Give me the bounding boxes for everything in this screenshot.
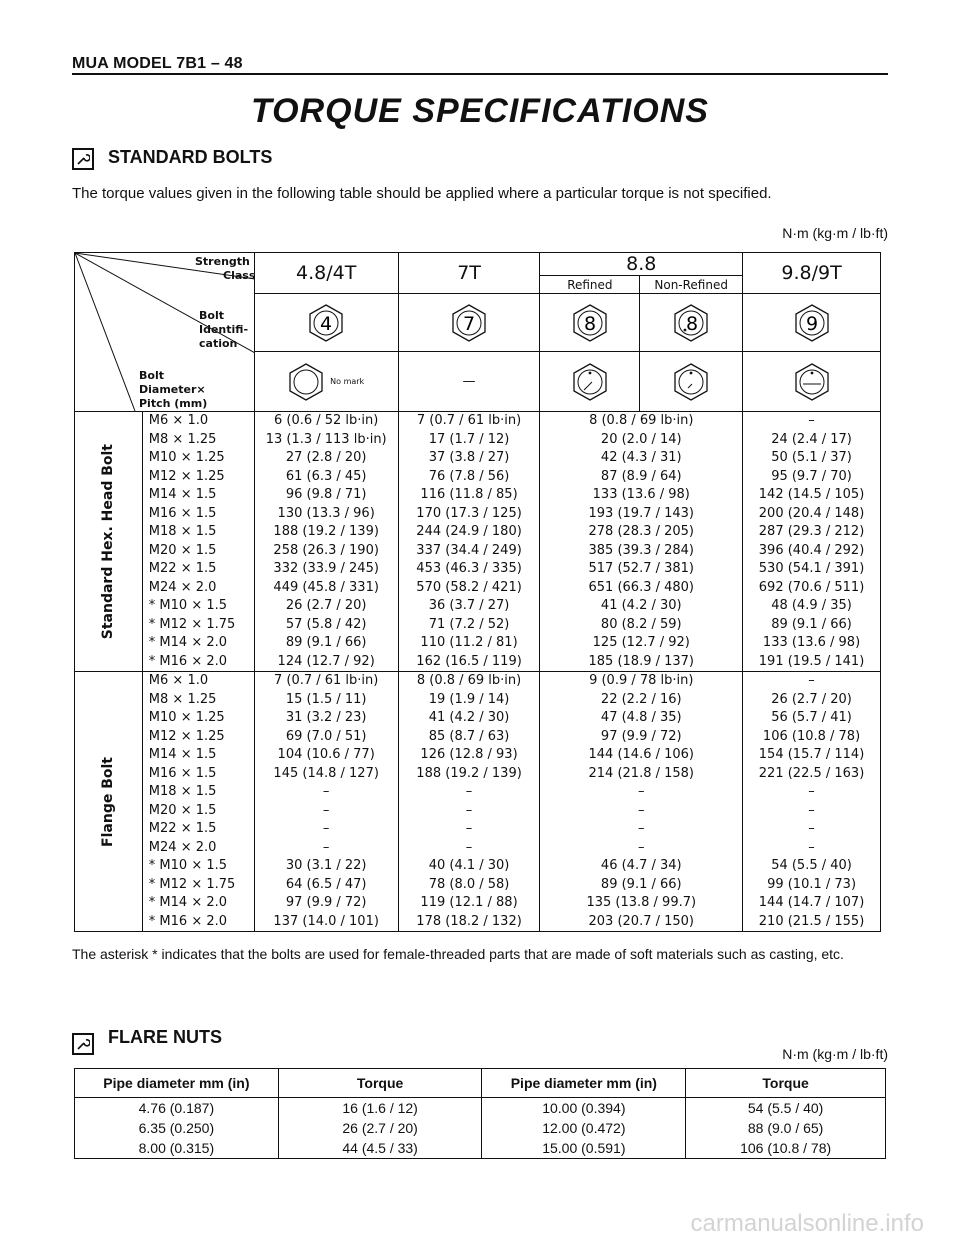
- torque-cell: 396 (40.4 / 292): [743, 542, 881, 561]
- bolt-size-cell: M6 × 1.0: [142, 412, 254, 431]
- bolt-size-cell: M12 × 1.25: [142, 728, 254, 747]
- torque-cell: 17 (1.7 / 12): [398, 431, 540, 450]
- torque-cell: 119 (12.1 / 88): [398, 894, 540, 913]
- table-row: [75, 802, 881, 821]
- group-label-hex-head-text: Standard Hex. Head Bolt: [100, 443, 117, 640]
- torque-cell: 178 (18.2 / 132): [398, 913, 540, 932]
- torque-cell: –: [540, 839, 743, 858]
- torque-cell: 517 (52.7 / 381): [540, 560, 743, 579]
- torque-cell: 99 (10.1 / 73): [743, 876, 881, 895]
- torque-cell: 104 (10.6 / 77): [254, 746, 398, 765]
- torque-cell: 145 (14.8 / 127): [254, 765, 398, 784]
- bolt-size-cell: * M16 × 2.0: [142, 913, 254, 932]
- bolt-size-cell: M20 × 1.5: [142, 802, 254, 821]
- hex-bolt-head-icon: [451, 303, 487, 343]
- svg-text:4: 4: [320, 312, 333, 335]
- torque-cell: 37 (3.8 / 27): [398, 449, 540, 468]
- id-cell-8-refined: [540, 294, 640, 352]
- section-heading-flare-nuts: FLARE NUTS: [108, 1027, 222, 1047]
- table-row: [75, 468, 881, 487]
- table-row: [75, 783, 881, 802]
- bolt-size-cell: M14 × 1.5: [142, 486, 254, 505]
- id-cell-9: [743, 294, 881, 352]
- torque-cell: 7 (0.7 / 61 lb·in): [254, 672, 398, 691]
- torque-cell: 130 (13.3 / 96): [254, 505, 398, 524]
- torque-cell: 8 (0.8 / 69 lb·in): [398, 672, 540, 691]
- table-row: [75, 542, 881, 561]
- table-row: [75, 709, 881, 728]
- pipe-diameter-cell: 10.00 (0.394): [482, 1098, 686, 1119]
- flare-header-torque-1: Torque: [278, 1069, 482, 1098]
- torque-cell: 144 (14.6 / 106): [540, 746, 743, 765]
- torque-cell: 57 (5.8 / 42): [254, 616, 398, 635]
- torque-cell: 89 (9.1 / 66): [540, 876, 743, 895]
- torque-cell: 50 (5.1 / 37): [743, 449, 881, 468]
- table-row: [75, 765, 881, 784]
- table-row: [75, 560, 881, 579]
- table-row: [75, 913, 881, 932]
- torque-cell: –: [398, 820, 540, 839]
- bolt-size-cell: * M14 × 2.0: [142, 634, 254, 653]
- torque-cell: 71 (7.2 / 52): [398, 616, 540, 635]
- torque-cell: 133 (13.6 / 98): [743, 634, 881, 653]
- torque-cell: 154 (15.7 / 114): [743, 746, 881, 765]
- bolt-size-cell: M16 × 1.5: [142, 765, 254, 784]
- table-row: [75, 876, 881, 895]
- table-row: [75, 728, 881, 747]
- pipe-diameter-cell: 4.76 (0.187): [75, 1098, 279, 1119]
- table-row: [75, 1118, 886, 1138]
- grade-subheader-refined: Refined: [540, 276, 640, 294]
- torque-cell: 78 (8.0 / 58): [398, 876, 540, 895]
- torque-cell: 56 (5.7 / 41): [743, 709, 881, 728]
- torque-cell: 210 (21.5 / 155): [743, 913, 881, 932]
- table-row: [75, 820, 881, 839]
- id-cell-9-mark: [743, 352, 881, 412]
- corner-label-diameter: Diameter×: [139, 383, 206, 396]
- torque-cell: 26 (2.7 / 20): [254, 597, 398, 616]
- unit-label-standard: N·m (kg·m / lb·ft): [782, 225, 888, 241]
- table-row: [75, 616, 881, 635]
- wrench-icon: [76, 1037, 90, 1051]
- torque-cell: 26 (2.7 / 20): [278, 1118, 482, 1138]
- corner-label-cation: cation: [199, 337, 238, 350]
- hex-bolt-head-icon: [572, 303, 608, 343]
- id-cell-non-refined-mark: [640, 352, 743, 412]
- torque-cell: 41 (4.2 / 30): [398, 709, 540, 728]
- torque-cell: 278 (28.3 / 205): [540, 523, 743, 542]
- id-cell-refined-mark: [540, 352, 640, 412]
- torque-cell: 89 (9.1 / 66): [743, 616, 881, 635]
- grade-header-4-8: 4.8/4T: [254, 253, 398, 294]
- torque-cell: 36 (3.7 / 27): [398, 597, 540, 616]
- torque-cell: –: [540, 783, 743, 802]
- torque-cell: –: [540, 820, 743, 839]
- corner-label-identi: Identifi-: [199, 323, 249, 336]
- flare-header-pipe-2: Pipe diameter mm (in): [482, 1069, 686, 1098]
- torque-cell: 651 (66.3 / 480): [540, 579, 743, 598]
- bolt-size-cell: * M16 × 2.0: [142, 653, 254, 672]
- bolt-size-cell: M14 × 1.5: [142, 746, 254, 765]
- torque-cell: –: [743, 802, 881, 821]
- bolt-size-cell: M20 × 1.5: [142, 542, 254, 561]
- table-row: [75, 746, 881, 765]
- bolt-size-cell: M6 × 1.0: [142, 672, 254, 691]
- torque-cell: 116 (11.8 / 85): [398, 486, 540, 505]
- corner-label-strength: Strength: [195, 255, 250, 268]
- torque-cell: 221 (22.5 / 163): [743, 765, 881, 784]
- torque-cell: 15 (1.5 / 11): [254, 691, 398, 710]
- torque-cell: 6 (0.6 / 52 lb·in): [254, 412, 398, 431]
- table-row: [75, 412, 881, 431]
- torque-cell: –: [398, 839, 540, 858]
- unit-label-flare: N·m (kg·m / lb·ft): [782, 1046, 888, 1062]
- corner-label-class: Class: [223, 269, 256, 282]
- torque-cell: 110 (11.2 / 81): [398, 634, 540, 653]
- torque-cell: 61 (6.3 / 45): [254, 468, 398, 487]
- table-row: [75, 505, 881, 524]
- table-row: [75, 523, 881, 542]
- svg-text:9: 9: [805, 312, 818, 335]
- torque-cell: 453 (46.3 / 335): [398, 560, 540, 579]
- bolt-size-cell: * M12 × 1.75: [142, 616, 254, 635]
- flange-bolt-rows: [75, 672, 881, 932]
- bolt-size-cell: * M10 × 1.5: [142, 597, 254, 616]
- table-row: [75, 431, 881, 450]
- bolt-size-cell: * M12 × 1.75: [142, 876, 254, 895]
- torque-cell: –: [398, 783, 540, 802]
- torque-cell: 76 (7.8 / 56): [398, 468, 540, 487]
- pipe-diameter-cell: 12.00 (0.472): [482, 1118, 686, 1138]
- torque-cell: 64 (6.5 / 47): [254, 876, 398, 895]
- torque-cell: 337 (34.4 / 249): [398, 542, 540, 561]
- torque-cell: 244 (24.9 / 180): [398, 523, 540, 542]
- table-corner-cell: [75, 253, 255, 412]
- hex-bolt-head-icon: [308, 303, 344, 343]
- torque-cell: –: [743, 783, 881, 802]
- torque-cell: 88 (9.0 / 65): [686, 1118, 886, 1138]
- table-row: [75, 449, 881, 468]
- table-row: [75, 653, 881, 672]
- torque-cell: 9 (0.9 / 78 lb·in): [540, 672, 743, 691]
- flare-header-pipe-1: Pipe diameter mm (in): [75, 1069, 279, 1098]
- torque-cell: 530 (54.1 / 391): [743, 560, 881, 579]
- torque-cell: 258 (26.3 / 190): [254, 542, 398, 561]
- page-title: TORQUE SPECIFICATIONS: [250, 92, 709, 130]
- torque-cell: 97 (9.9 / 72): [540, 728, 743, 747]
- torque-cell: 188 (19.2 / 139): [254, 523, 398, 542]
- torque-cell: 332 (33.9 / 245): [254, 560, 398, 579]
- torque-cell: 42 (4.3 / 31): [540, 449, 743, 468]
- table-row: [75, 672, 881, 691]
- torque-cell: 106 (10.8 / 78): [743, 728, 881, 747]
- torque-cell: 54 (5.5 / 40): [743, 857, 881, 876]
- torque-cell: –: [254, 783, 398, 802]
- torque-cell: –: [743, 672, 881, 691]
- watermark: carmanualsonline.info: [690, 1210, 924, 1237]
- torque-cell: 203 (20.7 / 150): [540, 913, 743, 932]
- torque-cell: 85 (8.7 / 63): [398, 728, 540, 747]
- torque-cell: 449 (45.8 / 331): [254, 579, 398, 598]
- table-row: [75, 691, 881, 710]
- torque-cell: 133 (13.6 / 98): [540, 486, 743, 505]
- torque-cell: –: [254, 820, 398, 839]
- torque-cell: 19 (1.9 / 14): [398, 691, 540, 710]
- torque-cell: 87 (8.9 / 64): [540, 468, 743, 487]
- hex-bolt-head-icon: [673, 303, 709, 343]
- torque-cell: 27 (2.8 / 20): [254, 449, 398, 468]
- torque-cell: 188 (19.2 / 139): [398, 765, 540, 784]
- id-cell-dash: —: [398, 352, 540, 412]
- bolt-size-cell: M8 × 1.25: [142, 691, 254, 710]
- torque-cell: 69 (7.0 / 51): [254, 728, 398, 747]
- torque-cell: 44 (4.5 / 33): [278, 1138, 482, 1159]
- svg-text:8: 8: [686, 312, 699, 335]
- bolt-size-cell: M22 × 1.5: [142, 560, 254, 579]
- no-mark-label: No mark: [330, 377, 365, 386]
- torque-cell: 142 (14.5 / 105): [743, 486, 881, 505]
- group-label-hex-head: [75, 412, 143, 672]
- pipe-diameter-cell: 6.35 (0.250): [75, 1118, 279, 1138]
- torque-cell: 287 (29.3 / 212): [743, 523, 881, 542]
- flare-nuts-table: [74, 1068, 886, 1159]
- asterisk-note: The asterisk * indicates that the bolts are used for female-threaded parts that are made of soft materials such as casting, etc.: [72, 946, 844, 962]
- intro-text: The torque values given in the following table should be applied where a particular torque is not specified.: [72, 185, 772, 202]
- bolt-size-cell: M10 × 1.25: [142, 449, 254, 468]
- torque-cell: 137 (14.0 / 101): [254, 913, 398, 932]
- hex-bolt-rows: [75, 412, 881, 672]
- torque-cell: –: [398, 802, 540, 821]
- torque-cell: 89 (9.1 / 66): [254, 634, 398, 653]
- torque-cell: 385 (39.3 / 284): [540, 542, 743, 561]
- torque-cell: 170 (17.3 / 125): [398, 505, 540, 524]
- bolt-size-cell: * M10 × 1.5: [142, 857, 254, 876]
- pipe-diameter-cell: 15.00 (0.591): [482, 1138, 686, 1159]
- bolt-size-cell: M18 × 1.5: [142, 523, 254, 542]
- bolt-size-cell: M24 × 2.0: [142, 579, 254, 598]
- bolt-size-cell: M10 × 1.25: [142, 709, 254, 728]
- header-rule: [72, 73, 888, 75]
- bolt-size-cell: M18 × 1.5: [142, 783, 254, 802]
- torque-cell: 193 (19.7 / 143): [540, 505, 743, 524]
- torque-cell: 47 (4.8 / 35): [540, 709, 743, 728]
- section-icon: [72, 148, 94, 170]
- torque-cell: 162 (16.5 / 119): [398, 653, 540, 672]
- torque-cell: 144 (14.7 / 107): [743, 894, 881, 913]
- bolt-size-cell: M24 × 2.0: [142, 839, 254, 858]
- torque-cell: 13 (1.3 / 113 lb·in): [254, 431, 398, 450]
- table-row: [75, 579, 881, 598]
- bolt-size-cell: M22 × 1.5: [142, 820, 254, 839]
- torque-cell: 80 (8.2 / 59): [540, 616, 743, 635]
- torque-cell: 185 (18.9 / 137): [540, 653, 743, 672]
- id-cell-8-non-refined: [640, 294, 743, 352]
- grade-header-7t: 7T: [398, 253, 540, 294]
- id-cell-no-mark: [254, 352, 398, 412]
- table-row: [75, 894, 881, 913]
- svg-text:8: 8: [583, 312, 596, 335]
- torque-cell: 48 (4.9 / 35): [743, 597, 881, 616]
- table-row: [75, 1138, 886, 1159]
- torque-cell: 96 (9.8 / 71): [254, 486, 398, 505]
- corner-label-bolt-diameter: Bolt: [139, 369, 164, 382]
- bolt-size-cell: * M14 × 2.0: [142, 894, 254, 913]
- torque-cell: 95 (9.7 / 70): [743, 468, 881, 487]
- table-row: [75, 857, 881, 876]
- torque-cell: 126 (12.8 / 93): [398, 746, 540, 765]
- bolt-size-cell: M12 × 1.25: [142, 468, 254, 487]
- torque-cell: 26 (2.7 / 20): [743, 691, 881, 710]
- torque-cell: 24 (2.4 / 17): [743, 431, 881, 450]
- torque-cell: 46 (4.7 / 34): [540, 857, 743, 876]
- bolt-size-cell: M16 × 1.5: [142, 505, 254, 524]
- grade-header-8-8: 8.8: [540, 253, 743, 276]
- torque-cell: 31 (3.2 / 23): [254, 709, 398, 728]
- grade-header-9-8: 9.8/9T: [743, 253, 881, 294]
- torque-cell: –: [540, 802, 743, 821]
- torque-cell: –: [743, 820, 881, 839]
- torque-cell: –: [254, 802, 398, 821]
- corner-label-bolt: Bolt: [199, 309, 224, 322]
- page-header: MUA MODEL 7B1 – 48: [72, 55, 243, 72]
- corner-label-pitch: Pitch (mm): [139, 397, 208, 410]
- torque-cell: 97 (9.9 / 72): [254, 894, 398, 913]
- hex-bolt-head-icon: [794, 303, 830, 343]
- torque-cell: 135 (13.8 / 99.7): [540, 894, 743, 913]
- torque-cell: 106 (10.8 / 78): [686, 1138, 886, 1159]
- torque-cell: 20 (2.0 / 14): [540, 431, 743, 450]
- torque-cell: –: [743, 412, 881, 431]
- torque-cell: 54 (5.5 / 40): [686, 1098, 886, 1119]
- torque-cell: 214 (21.8 / 158): [540, 765, 743, 784]
- wrench-icon: [76, 152, 90, 166]
- torque-cell: 570 (58.2 / 421): [398, 579, 540, 598]
- group-label-flange-text: Flange Bolt: [100, 756, 117, 847]
- torque-cell: 125 (12.7 / 92): [540, 634, 743, 653]
- torque-cell: –: [254, 839, 398, 858]
- torque-cell: 200 (20.4 / 148): [743, 505, 881, 524]
- pipe-diameter-cell: 8.00 (0.315): [75, 1138, 279, 1159]
- id-cell-4: [254, 294, 398, 352]
- hex-bolt-mark-icon: [794, 362, 830, 402]
- hex-bolt-head-icon: [288, 362, 324, 402]
- table-row: [75, 486, 881, 505]
- hex-bolt-mark-icon: [673, 362, 709, 402]
- torque-cell: 16 (1.6 / 12): [278, 1098, 482, 1119]
- table-row: [75, 634, 881, 653]
- torque-cell: –: [743, 839, 881, 858]
- standard-bolts-table: [74, 252, 881, 932]
- torque-cell: 40 (4.1 / 30): [398, 857, 540, 876]
- torque-cell: 7 (0.7 / 61 lb·in): [398, 412, 540, 431]
- group-label-flange: [75, 672, 143, 932]
- grade-subheader-non-refined: Non-Refined: [640, 276, 743, 294]
- id-cell-7: [398, 294, 540, 352]
- torque-cell: 22 (2.2 / 16): [540, 691, 743, 710]
- torque-cell: 8 (0.8 / 69 lb·in): [540, 412, 743, 431]
- table-row: [75, 597, 881, 616]
- torque-cell: 692 (70.6 / 511): [743, 579, 881, 598]
- bolt-size-cell: M8 × 1.25: [142, 431, 254, 450]
- flare-header-torque-2: Torque: [686, 1069, 886, 1098]
- torque-cell: 124 (12.7 / 92): [254, 653, 398, 672]
- section-icon: [72, 1033, 94, 1055]
- hex-bolt-mark-icon: [572, 362, 608, 402]
- torque-cell: 30 (3.1 / 22): [254, 857, 398, 876]
- torque-cell: 191 (19.5 / 141): [743, 653, 881, 672]
- section-heading-standard-bolts: STANDARD BOLTS: [108, 147, 273, 167]
- table-row: [75, 839, 881, 858]
- svg-text:7: 7: [463, 312, 476, 335]
- table-row: [75, 1098, 886, 1119]
- torque-cell: 41 (4.2 / 30): [540, 597, 743, 616]
